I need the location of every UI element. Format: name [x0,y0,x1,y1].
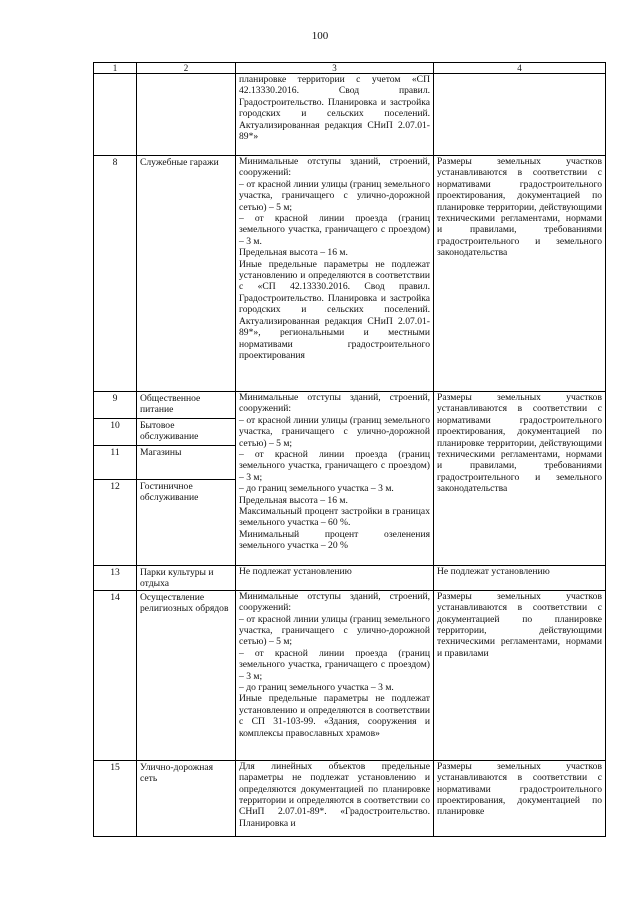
zoning-table [93,62,606,837]
row-limits: Размеры земельных участков устанавливаются в соответствии с документацией по планировке территории, действующими техническими регламентами, нормами и правилами [434,590,606,760]
row-number: 14 [94,590,137,760]
row-name: Общественное питание [137,392,236,419]
row-limits: Не подлежат установлению [434,566,606,591]
row-name: Магазины [137,446,236,480]
row-limits: Размеры земельных участков устанавливаются в соответствии с нормативами градостроительного проектирования, документацией по планировке [434,760,606,836]
row-number [94,74,137,156]
row-name: Парки культуры и отдыха [137,566,236,591]
row-name [137,74,236,156]
row-name: Улично-дорожная сеть [137,760,236,836]
row-number: 9 [94,392,137,419]
row-number: 12 [94,480,137,566]
table-row [94,590,606,760]
row-params: Минимальные отступы зданий, строений, сооружений: – от красной линии улицы (границ земельного участка, граничащего с улично-дорожной сетью) – 5 м; – от красной линии проезда (границ земельного участка, граничащего с проездом) – 3 м. Предельная высота – 16 м. Иные предельные параметры не подлежат установлению и определяются в соответствии с «СП 42.13330.2016. Свод правил. Градостроительство. Планировка и застройка городских и сельских поселений. Актуализированная редакция СНиП 2.07.01-89*», региональными и местными нормативами градостроительного проектирования [236,156,434,392]
table-row [94,156,606,392]
row-name: Осуществление религиозных обрядов [137,590,236,760]
row-number: 15 [94,760,137,836]
table-row [94,392,606,419]
row-number: 8 [94,156,137,392]
row-params: Не подлежат установлению [236,566,434,591]
table-row [94,760,606,836]
row-params: Минимальные отступы зданий, строений, сооружений: – от красной линии улицы (границ земельного участка, граничащего с улично-дорожной сетью) – 5 м; – от красной линии проезда (границ земельного участка, граничащего с проездом) – 3 м; – до границ земельного участка – 3 м. Предельная высота – 16 м. Максимальный процент застройки в границах земельного участка – 60 %. Минимальный процент озеленения земельного участка – 20 % [236,392,434,566]
row-limits: Размеры земельных участков устанавливаются в соответствии с нормативами градостроительного проектирования, документацией по планировке территории, действующими техническими регламентами, нормами и правилами, требованиями градостроительного и земельного законодательства [434,392,606,566]
table-header-row [94,63,606,74]
row-name: Гостиничное обслуживание [137,480,236,566]
header-col-1: 1 [94,63,137,74]
row-params: Для линейных объектов предельные параметры не подлежат установлению и определяются документацией по планировке территории и определяются в соответствии со СНиП 2.07.01-89*. «Градостроительство. Планировка и [236,760,434,836]
row-number: 13 [94,566,137,591]
row-name: Служебные гаражи [137,156,236,392]
row-number: 10 [94,419,137,446]
page-number: 100 [311,30,329,42]
row-limits: Размеры земельных участков устанавливаются в соответствии с нормативами градостроительного проектирования, документацией по планировке территории, действующими техническими регламентами, нормами и правилами, требованиями градостроительного и земельного законодательства [434,156,606,392]
row-limits [434,74,606,156]
row-params: Минимальные отступы зданий, строений, сооружений: – от красной линии улицы (границ земельного участка, граничащего с улично-дорожной сетью) – 5 м; – от красной линии проезда (границ земельного участка, граничащего с проездом) – 3 м; – до границ земельного участка – 3 м. Иные предельные параметры не подлежат установлению и определяются в соответствии с СП 31-103-99. «Здания, сооружения и комплексы православных храмов» [236,590,434,760]
header-col-3: 3 [236,63,434,74]
row-number: 11 [94,446,137,480]
table-row [94,566,606,591]
header-col-2: 2 [137,63,236,74]
table-row [94,74,606,156]
header-col-4: 4 [434,63,606,74]
row-params: планировке территории с учетом «СП 42.13330.2016. Свод правил. Градостроительство. Планировка и застройка городских и сельских поселений. Актуализированная редакция СНиП 2.07.01-89*» [236,74,434,156]
row-name: Бытовое обслуживание [137,419,236,446]
